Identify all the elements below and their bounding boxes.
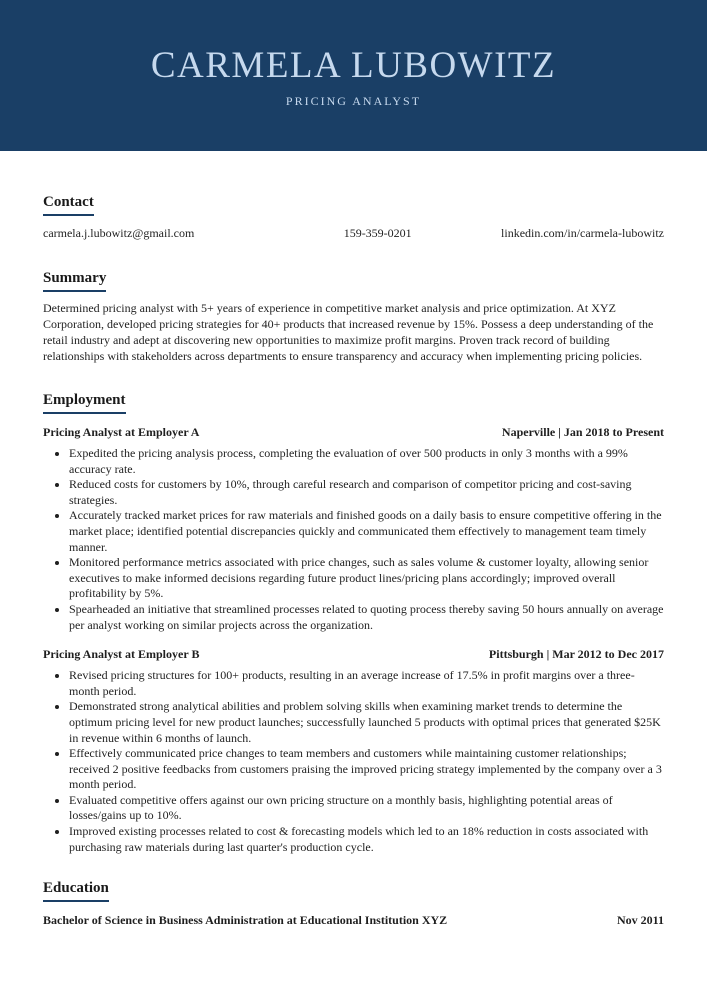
job-bullets: [43, 668, 664, 855]
education-row: [43, 912, 664, 928]
list-item: • Effectively communicated price changes to team members and customers while maintaining customer relationships; received 2 positive feedbacks from customers praising the improved pricing strategy implemented by the company over a 3 month period.: [69, 746, 664, 793]
job-entry: [43, 646, 664, 855]
education-degree: Bachelor of Science in Business Administration at Educational Institution XYZ: [43, 913, 448, 928]
candidate-name: CARMELA LUBOWITZ: [150, 45, 557, 86]
list-item: • Expedited the pricing analysis process, completing the evaluation of over 500 products in only 3 months with a 99% accuracy rate.: [69, 446, 664, 477]
list-item: • Reduced costs for customers by 10%, through careful research and comparison of competitor pricing and cost-saving strategies.: [69, 477, 664, 508]
contact-heading: Contact: [43, 193, 94, 216]
candidate-role: PRICING ANALYST: [285, 94, 422, 108]
job-bullets: [43, 446, 664, 633]
job-entry: [43, 424, 664, 633]
summary-heading: Summary: [43, 269, 106, 292]
list-item: • Monitored performance metrics associated with price changes, such as sales volume & customer loyalty, allowing senior executives to make informed decisions regarding future product lines/pricing plans accordingly; improved overall profitability by 5%.: [69, 555, 664, 602]
job-header: [43, 424, 664, 440]
resume-body: [0, 193, 707, 928]
education-date: Nov 2011: [616, 913, 664, 928]
job-title: Pricing Analyst at Employer A: [43, 425, 200, 439]
contact-row: [43, 225, 664, 241]
list-item: • Revised pricing structures for 100+ products, resulting in an average increase of 17.5% in profit margins over a three-month period.: [69, 668, 664, 699]
job-location-dates: Naperville | Jan 2018 to Present: [501, 425, 664, 439]
contact-section: [43, 193, 664, 241]
contact-linkedin[interactable]: linkedin.com/in/carmela-lubowitz: [501, 226, 664, 240]
list-item: • Demonstrated strong analytical abilities and problem solving skills when examining market trends to determine the optimum pricing level for new product launches; successfully launched 5 products with optimal prices that generated $25K in revenue within 6 months of launch.: [69, 699, 664, 746]
employment-heading: Employment: [43, 391, 126, 414]
job-header: [43, 646, 664, 662]
job-title: Pricing Analyst at Employer B: [43, 647, 200, 662]
contact-email[interactable]: carmela.j.lubowitz@gmail.com: [43, 226, 195, 240]
list-item: • Spearheaded an initiative that streamlined processes related to quoting process thereby saving 50 hours annually on average per analyst working on similar projects across the organization.: [69, 602, 664, 633]
resume-header: [0, 0, 707, 151]
education-heading: Education: [43, 879, 109, 902]
contact-phone[interactable]: 159-359-0201: [343, 226, 412, 240]
summary-section: [43, 269, 664, 364]
list-item: • Improved existing processes related to cost & forecasting models which led to an 18% reduction in costs associated with purchasing raw materials during last quarter's production cycle.: [69, 824, 664, 855]
list-item: • Accurately tracked market prices for raw materials and finished goods on a daily basis to ensure competitive offering in the market place; identified potential discrepancies quickly and communicated them effectively to management team timely manner.: [69, 508, 664, 555]
education-section: [43, 879, 664, 928]
employment-section: [43, 391, 664, 855]
summary-text: Determined pricing analyst with 5+ years of experience in competitive market analysis and price optimization. At XYZ Corporation, developed pricing strategies for 40+ products that increased revenue by 15%. Possess a deep understanding of the retail industry and adept at discovering new opportunities to maximize profit margins. Proven track record of building relationships with stakeholders across departments to ensure transparency and accuracy when implementing pricing policies.: [43, 301, 654, 363]
job-location-dates: Pittsburgh | Mar 2012 to Dec 2017: [488, 647, 664, 662]
list-item: • Evaluated competitive offers against our own pricing structure on a monthly basis, highlighting potential areas of losses/gains up to 10%.: [69, 793, 664, 824]
